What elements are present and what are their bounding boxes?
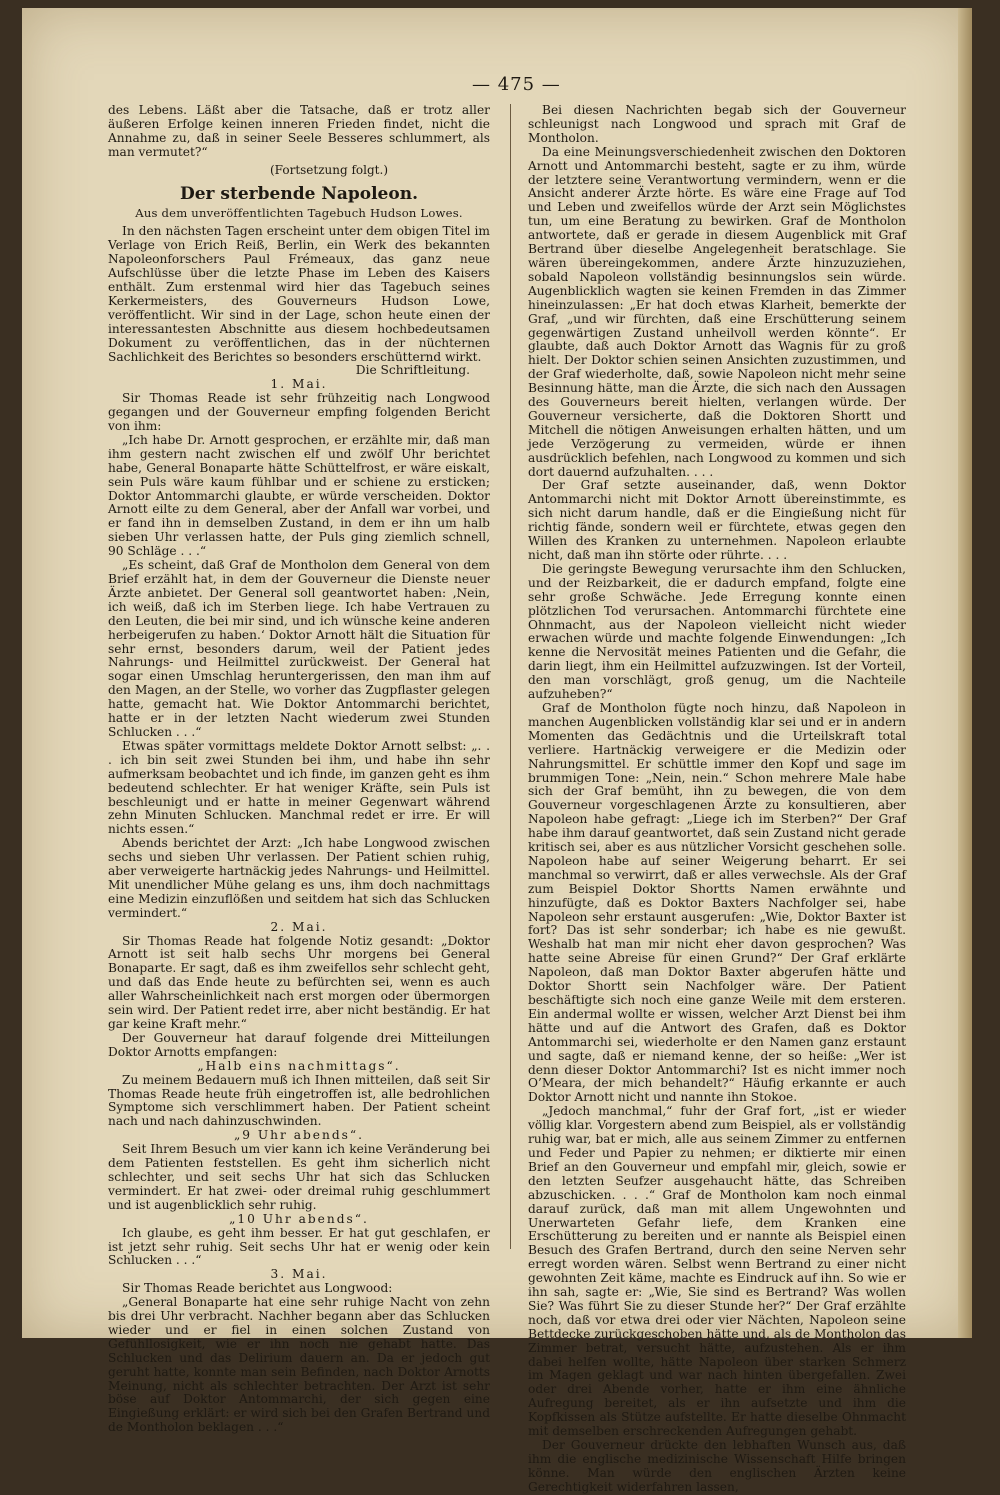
paragraph: Ich glaube, es geht ihm besser. Er hat gut geschlafen, er ist jetzt sehr ruhig. Seit sechs Uhr hat er wenig oder kein Schlucken . . .“ — [108, 1225, 490, 1268]
paragraph: Der Graf setzte auseinander, daß, wenn Doktor Antommarchi nicht mit Doktor Arnott übereinstimmte, es sich nicht darum handle, daß er die Eingießung nicht für richtig fände, sondern weil er fürchtete, etwas gegen den Willen des Kranken zu unternehmen. Napoleon erlaubte nicht, daß man ihn störte oder rührte. . . . — [528, 478, 906, 562]
article-subtitle: Aus dem unveröffentlichten Tagebuch Hudson Lowes. — [135, 206, 463, 221]
paragraph: Etwas später vormittags meldete Doktor Arnott selbst: „. . . ich bin seit zwei Stunden bei ihm, und habe ihn sehr aufmerksam beobachtet und ich finde, im ganzen geht es ihm bedeutend schlechter. Er hat weniger Kräfte, sein Puls ist beschleunigt und er hatte in meiner Gegenwart während zehn Minuten Schlucken. Manchmal redet er irre. Er will nichts essen.“ — [108, 738, 490, 837]
column-divider — [510, 104, 511, 1249]
paragraph: Graf de Montholon fügte noch hinzu, daß Napoleon in manchen Augenblicken vollständig klar sei und er in andern Momenten das Gedächtnis und die Urteilskraft total verliere. Hartnäckig verweigere er die Medizin oder Nahrungsmittel. Er schüttle immer den Kopf und sage im brummigen Tone: „Nein, nein.“ Schon mehrere Male habe sich der Graf bemüht, ihn zu bewegen, die von dem Gouverneur vorgeschlagenen Ärzte zu konsultieren, aber Napoleon habe gefragt: „Liege ich im Sterben?“ Der Graf habe ihm darauf geantwortet, daß sein Zustand nicht gerade kritisch sei, aber es aus nützlicher Vorsicht geschehen solle. Napoleon habe auf seiner Weigerung beharrt. Er sei manchmal so verwirrt, daß er alles verwechsle. Als der Graf zum Beispiel Doktor Shortts Namen erwähnte und hinzufügte, daß es Doktor Baxters Nachfolger sei, habe Napoleon sehr erstaunt ausgerufen: „Wie, Doktor Baxter ist fort? Das ist sehr sonderbar; ich habe es nie gewußt. Weshalb hat man mir nicht eher davon gesprochen? Was hatte seine Abreise für einen Grund?“ Der Graf erklärte Napoleon, daß man Doktor Baxter abgerufen hätte und Doktor Shortt sein Nachfolger wäre. Der Patient beschäftigte sich noch eine ganze Weile mit dem ersteren. Ein andermal wollte er wissen, welcher Arzt Dienst bei ihm hätte und auf die Antwort des Grafen, daß es Doktor Antommarchi sei, wiederholte er den Namen ganz erstaunt und sagte, daß er niemand kenne, der so heiße: „Wer ist denn dieser Doktor Antommarchi? Ist es nicht immer noch O’Meara, der mich behandelt?“ Häufig erkannte er auch Doktor Arnott nicht und nannte ihn Stokoe. — [528, 700, 906, 1105]
page-edge — [958, 8, 972, 1338]
date-heading: 3. Mai. — [270, 1267, 328, 1282]
continuation-note: (Fortsetzung folgt.) — [270, 162, 388, 177]
paragraph: Der Gouverneur drückte den lebhaften Wunsch aus, daß ihm die englische medizinische Wissenschaft Hilfe bringen könne. Man würde den englischen Ärzten keine Gerechtigkeit widerfahren lassen, — [528, 1438, 906, 1494]
article-title: Der sterbende Napoleon. — [180, 183, 418, 204]
paragraph: Abends berichtet der Arzt: „Ich habe Longwood zwischen sechs und sieben Uhr verlassen. Der Patient schien ruhig, aber verweigerte hartnäckig jedes Nahrungs- und Heilmittel. Mit unendlicher Mühe gelang es uns, ihm doch nachmittags eine Medizin einzuflößen und seitdem hat sich das Schlucken vermindert.“ — [108, 836, 490, 920]
paragraph: „Es scheint, daß Graf de Montholon dem General von dem Brief erzählt hat, in dem der Gouverneur die Dienste neuer Ärzte anbietet. Der General soll geantwortet haben: ‚Nein, ich weiß, daß ich im Sterben liege. Ich habe Vertrauen zu den Leuten, die bei mir sind, und ich wünsche keine anderen herbeigerufen zu haben.‘ Doktor Arnott hält die Situation für sehr ernst, besonders darum, weil der Patient jedes Nahrungs- und Heilmittel zurückweist. Der General hat sogar einen Umschlag heruntergerissen, den man ihm auf den Magen, an der Stelle, wo vorher das Zugpflaster gelegen hatte, gemacht hat. Wie Doktor Antommarchi berichtet, hatte er in der letzten Nacht wiederum zwei Stunden Schlucken . . .“ — [108, 558, 490, 739]
date-heading: 2. Mai. — [270, 919, 328, 934]
paragraph: Sir Thomas Reade berichtet aus Longwood: — [122, 1281, 393, 1296]
paragraph: Bei diesen Nachrichten begab sich der Gouverneur schleunigst nach Longwood und sprach mit Graf de Montholon. — [528, 103, 906, 145]
time-heading: „Halb eins nachmittags“. — [197, 1058, 401, 1073]
paragraph: Zu meinem Bedauern muß ich Ihnen mitteilen, daß seit Sir Thomas Reade heute früh eingetroffen ist, alle bedrohlichen Symptome sich verschlimmert haben. Der Patient scheint nach und nach dahinzuschwinden. — [108, 1072, 490, 1129]
paragraph: Der Gouverneur hat darauf folgende drei Mitteilungen Doktor Arnotts empfangen: — [108, 1030, 490, 1059]
paragraph: „Jedoch manchmal,“ fuhr der Graf fort, „ist er wieder völlig klar. Vorgestern abend zum Beispiel, als er vollständig ruhig war, bat er mich, alle aus seinem Zimmer zu entfernen und Feder und Papier zu nehmen; er diktierte mir einen Brief an den Gouverneur und empfahl mir, gleich, sowie er den letzten Seufzer ausgehaucht hätte, das Schreiben abzuschicken. . . .“ Graf de Montholon kam noch einmal darauf zurück, daß man mit allem Ungewohnten und Unerwarteten Gefahr liefe, dem Kranken eine Erschütterung zu bereiten und er nannte als Beispiel einen Besuch des Grafen Bertrand, durch den seine Nerven sehr erregt worden wären. Selbst wenn Bertrand zu einer nicht gewohnten Zeit käme, machte es Eindruck auf ihn. So wie er ihn sah, sagte er: „Wie, Sie sind es Bertrand? Was wollen Sie? Was führt Sie zu dieser Stunde her?“ Der Graf erzählte noch, daß vor etwa drei oder vier Nächten, Napoleon seine Bettdecke zurückgeschoben hätte und, als de Montholon das Zimmer betrat, versucht hätte, aufzustehen. Als er ihm dabei helfen wollte, hätte Napoleon über starken Schmerz im Magen geklagt und war nach hinten übergefallen. Zwei oder drei Abende vorher, hatte er ihm eine ähnliche Aufregung bereitet, als er ihn aufsetzte und ihm die Kopfkissen als Stütze aufstellte. Er hatte dieselbe Ohnmacht mit demselben erschreckenden Aufregungen gehabt. — [528, 1104, 906, 1439]
paragraph: „Ich habe Dr. Arnott gesprochen, er erzählte mir, daß man ihm gestern nacht zwischen elf und zwölf Uhr berichtet habe, General Bonaparte hätte Schüttelfrost, er wäre eiskalt, sein Puls wäre kaum fühlbar und er schiene zu ersticken; Doktor Antommarchi glaubte, er würde verscheiden. Doktor Arnott eilte zu dem General, aber der Anfall war vorbei, und er fand ihn in demselben Zustand, in dem er ihn um halb sieben Uhr verlassen hatte, der Puls ging ziemlich schnell, 90 Schläge . . .“ — [108, 432, 490, 559]
right-column — [528, 104, 906, 1495]
newspaper-page — [22, 8, 972, 1494]
time-heading: „9 Uhr abends“. — [233, 1128, 365, 1143]
editor-introduction: In den nächsten Tagen erscheint unter dem obigen Titel im Verlage von Erich Reiß, Berlin, ein Werk des bekannten Napoleonforschers Paul Frémeaux, das ganz neue Aufschlüsse über die letzte Phase im Leben des Kaisers enthält. Zum erstenmal wird hier das Tagebuch seines Kerkermeisters, des Gouverneurs Hudson Lowe, veröffentlicht. Wir sind in der Lage, schon heute einen der interessantesten Abschnitte aus diesem hochbedeutsamen Dokument zu veröffentlichen, das in der nüchternen Sachlichkeit des Berichtes so besonders erschütternd wirkt. — [108, 224, 490, 364]
paragraph: Die geringste Bewegung verursachte ihm den Schlucken, und der Reizbarkeit, die er dadurch empfand, folgte eine sehr große Schwäche. Jede Erregung konnte einen plötzlichen Tod verursachen. Antommarchi fürchtete eine Ohnmacht, aus der Napoleon vielleicht nicht wieder erwachen würde und machte folgende Einwendungen: „Ich kenne die Nervosität meines Patienten und die Gefahr, die darin liegt, ihm ein Heilmittel aufzuzwingen. Ist der Vorteil, den man vorschlägt, groß genug, um die Nachteile aufzuheben?“ — [528, 561, 906, 702]
paragraph: Sir Thomas Reade ist sehr frühzeitig nach Longwood gegangen und der Gouverneur empfing folgenden Bericht von ihm: — [108, 391, 490, 434]
paragraph: Da eine Meinungsverschiedenheit zwischen den Doktoren Arnott und Antommarchi besteht, sagte er zu ihm, würde der letztere seine Verantwortung vermindern, wenn er die Ansicht anderer Ärzte hörte. Es wäre eine Frage auf Tod und Leben und zweifellos würde der Arzt sein Möglichstes tun, um eine Beratung zu bewirken. Graf de Montholon antwortete, daß er gerade in diesem Augenblick mit Graf Bertrand über dieselbe Angelegenheit beratschlage. Sie wären übereingekommen, andere Ärzte hinzuzuziehen, sobald Napoleon vollständig besinnungslos sein würde. Augenblicklich wagten sie keinen Fremden in das Zimmer hineinzulassen: „Er hat doch etwas Klarheit, bemerkte der Graf, „und wir fürchten, daß eine Erschütterung seinem gegenwärtigen Zustand unheilvoll werden könnte“. Er glaubte, daß auch Doktor Arnott das Wagnis für zu groß hielt. Der Doktor schien seinen Ansichten zuzustimmen, und der Graf wiederholte, daß, sowie Napoleon nicht mehr seine Besinnung hätte, man die Ärzte, die sich nach den Aussagen des Gouverneurs bereit hielten, verlangen würde. Der Gouverneur versicherte, daß die Doktoren Shortt und Mitchell die nötigen Anweisungen erhalten hätten, und um jede Verzögerung zu vermeiden, würde er ihnen ausdrücklich befehlen, nach Longwood zu kommen und sich dort dauernd aufzuhalten. . . . — [528, 144, 906, 479]
paragraph: „General Bonaparte hat eine sehr ruhige Nacht von zehn bis drei Uhr verbracht. Nachher begann aber das Schlucken wieder und er fiel in einen solchen Zustand von Gefühllosigkeit, wie er ihn noch nie gehabt hatte. Das Schlucken und das Delirium dauern an. Da er jedoch gut geruht hatte, konnte man sein Befinden, nach Doktor Arnotts Meinung, nicht als schlechter betrachten. Der Arzt ist sehr böse auf Doktor Antommarchi, der sich gegen eine Eingießung erklärt: er wird sich bei den Grafen Bertrand und de Montholon beklagen . . .“ — [108, 1295, 490, 1435]
previous-article-ending: des Lebens. Läßt aber die Tatsache, daß er trotz aller äußeren Erfolge keinen inneren Frieden findet, nicht die Annahme zu, daß in seiner Seele Besseres schlummert, als man vermutet?“ — [108, 103, 490, 159]
paragraph: Seit Ihrem Besuch um vier kann ich keine Veränderung bei dem Patienten feststellen. Es geht ihm sicherlich nicht schlechter, und seit sechs Uhr hat sich das Schlucken vermindert. Er hat zwei- oder dreimal ruhig geschlummert und ist augenblicklich sehr ruhig. — [108, 1142, 490, 1212]
editor-signature: Die Schriftleitung. — [355, 363, 470, 378]
page-number: — 475 — — [472, 74, 561, 95]
left-column — [108, 104, 490, 1435]
time-heading: „10 Uhr abends“. — [229, 1211, 369, 1226]
paragraph: Sir Thomas Reade hat folgende Notiz gesandt: „Doktor Arnott ist seit halb sechs Uhr morgens bei General Bonaparte. Er sagt, daß es ihm zweifellos sehr schlecht geht, und daß das Ende heute zu befürchten sei, wenn es auch aller Wahrscheinlichkeit nach erst morgen oder übermorgen sein wird. Der Patient redet irre, aber nicht beständig. Er hat gar keine Kraft mehr.“ — [108, 933, 490, 1031]
date-heading: 1. Mai. — [270, 377, 328, 392]
